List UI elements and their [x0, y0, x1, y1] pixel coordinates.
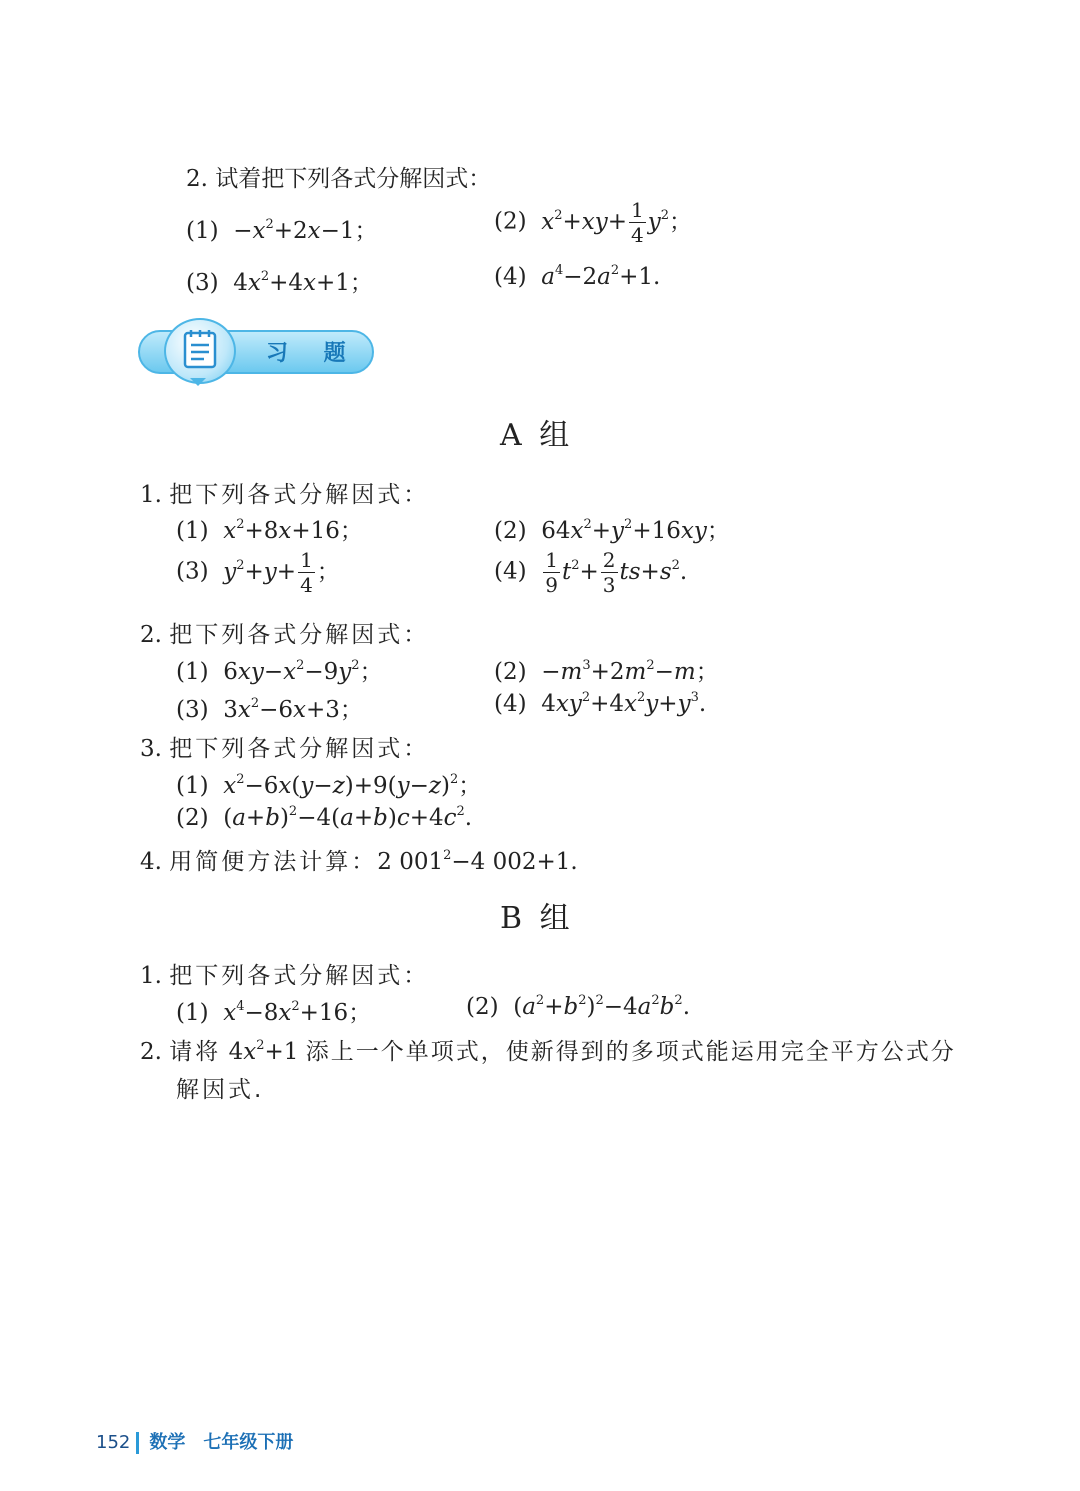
- expression: $4xy^2+4x^2y+y^3$.: [541, 690, 707, 717]
- notepad-icon: [182, 328, 218, 370]
- footer-divider: [136, 1432, 139, 1454]
- expression: $(a+b)^2-4(a+b)c+4c^2$.: [223, 804, 473, 831]
- a-q2-item-1: (1) $6xy-x^2-9y^2$；: [176, 658, 383, 685]
- a-q2-item-3: (3) $3x^2-6x+3$；: [176, 696, 363, 723]
- b-q1-item-1: (1) $x^4-8x^2+16$；: [176, 999, 372, 1026]
- expression: $x^2-6x(y-z)+9(y-z)^2$；: [223, 772, 482, 799]
- page-number: 152: [96, 1432, 131, 1453]
- expression: $4x^2+1$: [228, 1038, 299, 1065]
- intro-item-3: (3) $4x^2+4x+1$；: [186, 269, 373, 296]
- page-footer: [96, 1428, 293, 1454]
- a-q3: 3. 把下列各式分解因式：: [140, 736, 430, 762]
- expression: $(a^2+b^2)^2-4a^2b^2$.: [513, 993, 690, 1020]
- a-q4: 4. 用简便方法计算：2 $001^2-4$ 002+1.: [140, 848, 578, 875]
- expression: $-m^3+2m^2-m$；: [541, 658, 719, 685]
- b-q1-item-2: (2) $(a^2+b^2)^2-4a^2b^2$.: [466, 993, 690, 1020]
- group-a-title: A 组: [500, 418, 574, 453]
- expression: $x^4-8x^2+16$；: [223, 999, 372, 1026]
- expression: $a^4-2a^2+1$.: [541, 263, 661, 290]
- expression: $-x^2+2x-1$；: [233, 217, 378, 244]
- expression: $64x^2+y^2+16xy$；: [541, 517, 730, 544]
- group-b-title: B 组: [500, 901, 574, 936]
- expression: $4x^2+4x+1$；: [233, 269, 373, 296]
- intro-question: [186, 160, 491, 193]
- intro-item-2: (2) $x^2+xy+$ $\frac{1}{4}$ $y^2$；: [494, 198, 693, 247]
- banner-arrow-icon: [190, 378, 206, 386]
- book-title: 数学 七年级下册: [149, 1432, 294, 1453]
- question-number: 2.: [186, 166, 208, 192]
- expression: $y^2+y+$ $\frac{1}{4}$ ；: [223, 548, 340, 597]
- a-q2-item-4: (4) $4xy^2+4x^2y+y^3$.: [494, 690, 707, 717]
- intro-item-1: $(1) -x^2+2x-1$；: [186, 217, 378, 244]
- a-q2-item-2: $(2) -m^3+2m^2-m$；: [494, 658, 719, 685]
- a-q1: 1. 把下列各式分解因式：: [140, 482, 430, 508]
- a-q1-item-1: (1) $x^2+8x+16$；: [176, 517, 363, 544]
- a-q3-item-1: (1) $x^2-6x(y-z)+9(y-z)^2$；: [176, 772, 482, 799]
- expression: $6xy-x^2-9y^2$；: [223, 658, 383, 685]
- exercise-banner: [138, 318, 372, 388]
- b-q2: 2. 请将 $4x^2+1$ 添上一个单项式，使新得到的多项式能运用完全平方公式分: [140, 1038, 956, 1065]
- question-text: 试着把下列各式分解因式：: [215, 166, 492, 192]
- b-q2-continued: 解因式.: [176, 1077, 265, 1103]
- banner-label: 习 题: [266, 341, 360, 366]
- a-q1-item-4: (4) $\frac{1}{9}$ $t^2+$ $\frac{2}{3}$ $ts+s^2$.: [494, 548, 688, 597]
- expression: $x^2+8x+16$；: [223, 517, 363, 544]
- a-q3-item-2: (2) $(a+b)^2-4(a+b)c+4c^2$.: [176, 804, 473, 831]
- expression: 2 $001^2-4$ 002+1.: [377, 848, 578, 875]
- a-q1-item-2: (2) $64x^2+y^2+16xy$；: [494, 517, 730, 544]
- a-q2: 2. 把下列各式分解因式：: [140, 622, 430, 648]
- intro-item-4: (4) $a^4-2a^2+1$.: [494, 263, 661, 290]
- b-q1: 1. 把下列各式分解因式：: [140, 963, 430, 989]
- a-q1-item-3: (3) $y^2+y+$ $\frac{1}{4}$ ；: [176, 548, 340, 597]
- expression: $\frac{1}{9}$ $t^2+$ $\frac{2}{3}$ $ts+s^2$.: [545, 548, 688, 597]
- expression: $3x^2-6x+3$；: [223, 696, 363, 723]
- expression: $x^2+xy+$ $\frac{1}{4}$ $y^2$；: [541, 198, 693, 247]
